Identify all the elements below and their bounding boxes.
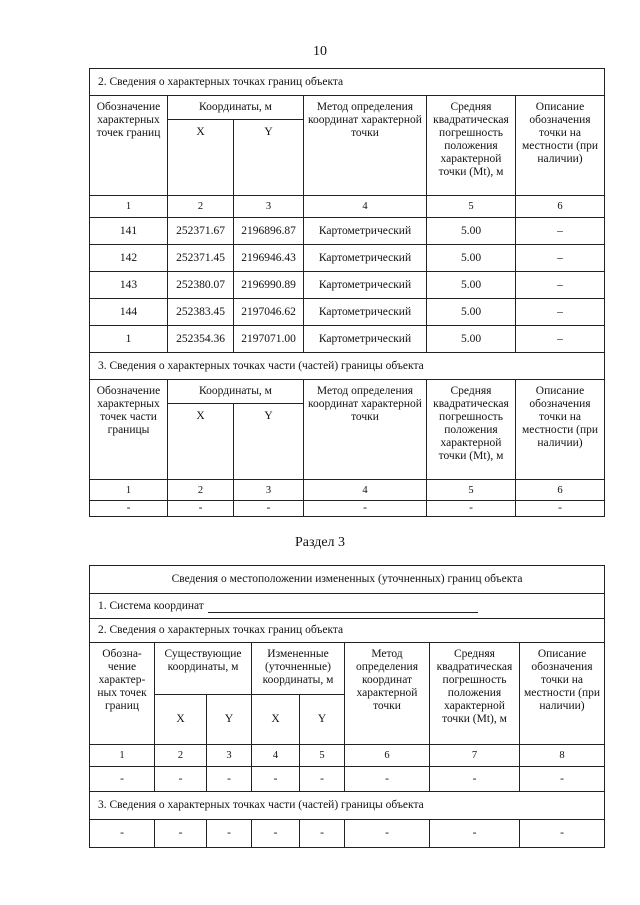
cell: – xyxy=(516,272,605,299)
cell: 142 xyxy=(90,245,168,272)
cell: - xyxy=(90,820,155,848)
col-num: 1 xyxy=(90,745,155,767)
cell: 2197071.00 xyxy=(234,326,304,353)
cell: Картометрический xyxy=(304,272,427,299)
header-designation: Обозначение характерных точек части границы xyxy=(90,380,168,480)
header-method: Метод определения координат характерной точки xyxy=(304,380,427,480)
cell: - xyxy=(430,820,520,848)
cell: - xyxy=(207,820,252,848)
table-row xyxy=(90,820,605,848)
table-row xyxy=(90,326,605,353)
col-num: 5 xyxy=(300,745,345,767)
header-x: X xyxy=(168,404,234,480)
header-description: Описание обозначения точки на местности (при наличии) xyxy=(520,643,605,745)
col-num: 4 xyxy=(252,745,300,767)
column-numbers-row xyxy=(90,480,605,501)
cell: – xyxy=(516,299,605,326)
col-num: 3 xyxy=(234,480,304,501)
header-changed-coordinates: Измененные (уточненные) координаты, м xyxy=(252,643,345,695)
col-num: 5 xyxy=(427,196,516,218)
cell: 5.00 xyxy=(427,245,516,272)
table-row xyxy=(90,299,605,326)
cell: - xyxy=(252,767,300,792)
coordinate-system xyxy=(90,594,605,619)
col-num: 2 xyxy=(168,480,234,501)
cell: - xyxy=(520,820,605,848)
cell: Картометрический xyxy=(304,245,427,272)
col-num: 3 xyxy=(234,196,304,218)
header-description: Описание обозначения точки на местности (при наличии) xyxy=(516,380,605,480)
part-3-points-title: 2. Сведения о характерных точках границ объекта xyxy=(90,619,605,643)
header-x-existing: X xyxy=(155,695,207,745)
cell: - xyxy=(300,767,345,792)
header-designation: Обозна-чение характер-ных точек границ xyxy=(90,643,155,745)
cell: - xyxy=(345,767,430,792)
table-row xyxy=(90,767,605,792)
cell: 252383.45 xyxy=(168,299,234,326)
header-x: X xyxy=(168,120,234,196)
cell: - xyxy=(252,820,300,848)
col-num: 6 xyxy=(345,745,430,767)
table-row xyxy=(90,245,605,272)
cell: Картометрический xyxy=(304,218,427,245)
table-row xyxy=(90,272,605,299)
col-num: 4 xyxy=(304,196,427,218)
cell: 2196946.43 xyxy=(234,245,304,272)
col-num: 3 xyxy=(207,745,252,767)
boundary-points-table xyxy=(89,68,605,517)
col-num: 2 xyxy=(168,196,234,218)
cell: 144 xyxy=(90,299,168,326)
cell: - xyxy=(516,501,605,517)
cell: 2197046.62 xyxy=(234,299,304,326)
cell: – xyxy=(516,245,605,272)
cell: - xyxy=(234,501,304,517)
col-num: 6 xyxy=(516,480,605,501)
cell: - xyxy=(304,501,427,517)
cell: – xyxy=(516,218,605,245)
header-y-changed: Y xyxy=(300,695,345,745)
cell: Картометрический xyxy=(304,299,427,326)
cell: - xyxy=(427,501,516,517)
cell: 5.00 xyxy=(427,218,516,245)
page-number: 10 xyxy=(313,44,327,59)
cell: - xyxy=(155,820,207,848)
cell: 252354.36 xyxy=(168,326,234,353)
header-method: Метод определения координат характерной точки xyxy=(304,96,427,196)
cell: – xyxy=(516,326,605,353)
header-coordinates: Координаты, м xyxy=(168,380,304,404)
header-y: Y xyxy=(234,404,304,480)
cell: - xyxy=(300,820,345,848)
header-error: Средняя квадратическая погрешность положения характерной точки (Mt), м xyxy=(427,96,516,196)
coordinate-system-label: 1. Система координат xyxy=(98,599,204,612)
header-description: Описание обозначения точки на местности (при наличии) xyxy=(516,96,605,196)
header-existing-coordinates: Существующие координаты, м xyxy=(155,643,252,695)
header-error: Средняя квадратическая погрешность положения характерной точки (Mt), м xyxy=(430,643,520,745)
part-3-part-title: 3. Сведения о характерных точках части (частей) границы объекта xyxy=(90,792,605,820)
header-error: Средняя квадратическая погрешность положения характерной точки (Mt), м xyxy=(427,380,516,480)
cell: 2196990.89 xyxy=(234,272,304,299)
cell: - xyxy=(90,501,168,517)
cell: - xyxy=(520,767,605,792)
header-y-existing: Y xyxy=(207,695,252,745)
changed-boundaries-table xyxy=(89,565,605,848)
col-num: 5 xyxy=(427,480,516,501)
cell: 1 xyxy=(90,326,168,353)
cell: - xyxy=(207,767,252,792)
col-num: 8 xyxy=(520,745,605,767)
cell: Картометрический xyxy=(304,326,427,353)
section-3-title: 3. Сведения о характерных точках части (частей) границы объекта xyxy=(90,353,605,380)
cell: 252371.45 xyxy=(168,245,234,272)
table-row xyxy=(90,501,605,517)
col-num: 7 xyxy=(430,745,520,767)
header-coordinates: Координаты, м xyxy=(168,96,304,120)
cell: 143 xyxy=(90,272,168,299)
cell: - xyxy=(155,767,207,792)
cell: - xyxy=(168,501,234,517)
col-num: 1 xyxy=(90,480,168,501)
cell: 2196896.87 xyxy=(234,218,304,245)
coordinate-system-blank xyxy=(208,601,478,613)
cell: 141 xyxy=(90,218,168,245)
cell: - xyxy=(430,767,520,792)
section-heading: Раздел 3 xyxy=(294,535,346,550)
column-numbers-row xyxy=(90,745,605,767)
col-num: 6 xyxy=(516,196,605,218)
table-row xyxy=(90,218,605,245)
section-2-title: 2. Сведения о характерных точках границ объекта xyxy=(90,69,605,96)
part-3-title: Сведения о местоположении измененных (уточненных) границ объекта xyxy=(90,566,605,594)
cell: - xyxy=(345,820,430,848)
cell: 252380.07 xyxy=(168,272,234,299)
cell: 5.00 xyxy=(427,299,516,326)
cell: 5.00 xyxy=(427,272,516,299)
cell: 5.00 xyxy=(427,326,516,353)
col-num: 4 xyxy=(304,480,427,501)
header-x-changed: X xyxy=(252,695,300,745)
header-y: Y xyxy=(234,120,304,196)
cell: - xyxy=(90,767,155,792)
header-designation: Обозначение характерных точек границ xyxy=(90,96,168,196)
col-num: 2 xyxy=(155,745,207,767)
cell: 252371.67 xyxy=(168,218,234,245)
col-num: 1 xyxy=(90,196,168,218)
header-method: Метод определения координат характерной точки xyxy=(345,643,430,745)
column-numbers-row xyxy=(90,196,605,218)
